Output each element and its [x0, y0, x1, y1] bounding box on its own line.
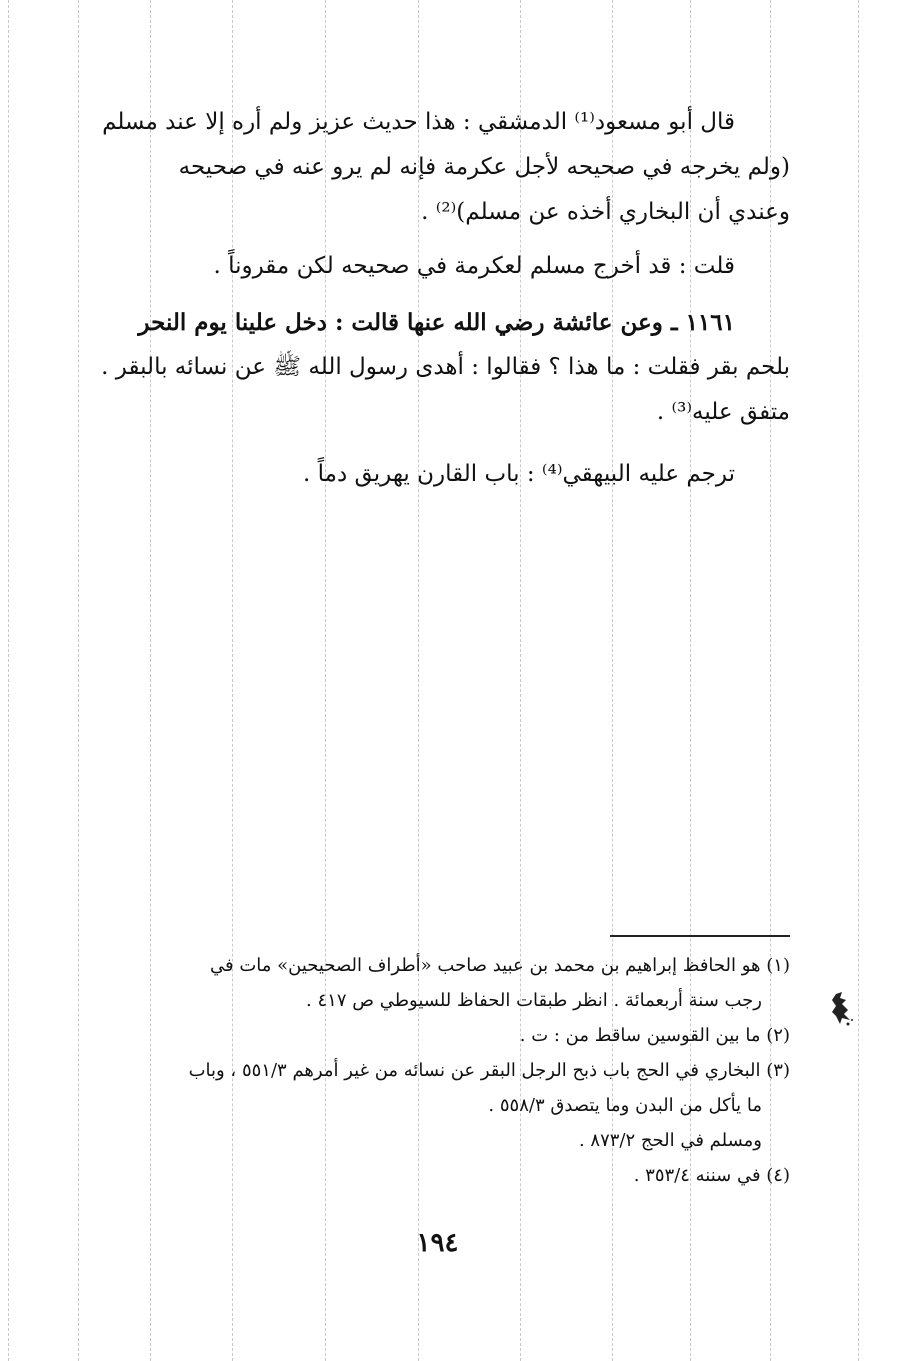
page-number: ١٩٤ [416, 1228, 459, 1258]
footnote-line: (٢) ما بين القوسين ساقط من : ت . [519, 1025, 790, 1046]
paragraph-qultu [95, 244, 790, 289]
text-line: بلحم بقر فقلت : ما هذا ؟ فقالوا : أهدى رسول الله ﷺ عن نسائه بالبقر . [101, 354, 790, 380]
scan-guide-line [8, 0, 9, 1361]
footnote-2 [95, 1018, 790, 1053]
hadith-1161 [95, 300, 790, 435]
paragraph-bayhaqi [95, 452, 790, 497]
ink-blot-mark [828, 990, 858, 1030]
footnotes [95, 948, 790, 1193]
footnote-3 [95, 1053, 790, 1158]
footnote-separator [610, 935, 790, 937]
text-line: ١١٦١ ـ وعن عائشة رضي الله عنها قالت : دخل علينا يوم النحر [138, 309, 735, 336]
footnote-line: (٣) البخاري في الحج باب ذبح الرجل البقر عن نسائه من غير أمرهم ٥٥١/٣ ، وباب [188, 1060, 790, 1081]
scan-guide-line [78, 0, 79, 1361]
footnote-4 [95, 1158, 790, 1193]
footnote-line: (١) هو الحافظ إبراهيم بن محمد بن عبيد صاحب «أطراف الصحيحين» مات في [210, 955, 790, 976]
text-line: (ولم يخرجه في صحيحه لأجل عكرمة فإنه لم يرو عنه في صحيحه [178, 154, 790, 180]
footnote-line: ما يأكل من البدن وما يتصدق ٥٥٨/٣ . [488, 1095, 762, 1116]
footnote-line: (٤) في سننه ٣٥٣/٤ . [633, 1165, 790, 1186]
footnote-1 [95, 948, 790, 1018]
text-line: متفق عليه⁽³⁾ . [656, 399, 790, 425]
footnote-line: رجب سنة أربعمائة . انظر طبقات الحفاظ للسيوطي ص ٤١٧ . [306, 990, 762, 1011]
footnote-line: ومسلم في الحج ٨٧٣/٢ . [578, 1130, 762, 1151]
scan-guide-line [858, 0, 859, 1361]
text-line: ترجم عليه البيهقي⁽⁴⁾ : باب القارن يهريق دماً . [303, 461, 735, 487]
paragraph-abu-masud [95, 100, 790, 235]
text-line: قلت : قد أخرج مسلم لعكرمة في صحيحه لكن مقروناً . [213, 253, 735, 279]
text-line: وعندي أن البخاري أخذه عن مسلم)⁽²⁾ . [421, 199, 790, 225]
text-line: قال أبو مسعود⁽¹⁾ الدمشقي : هذا حديث عزيز ولم أره إلا عند مسلم [102, 109, 735, 135]
